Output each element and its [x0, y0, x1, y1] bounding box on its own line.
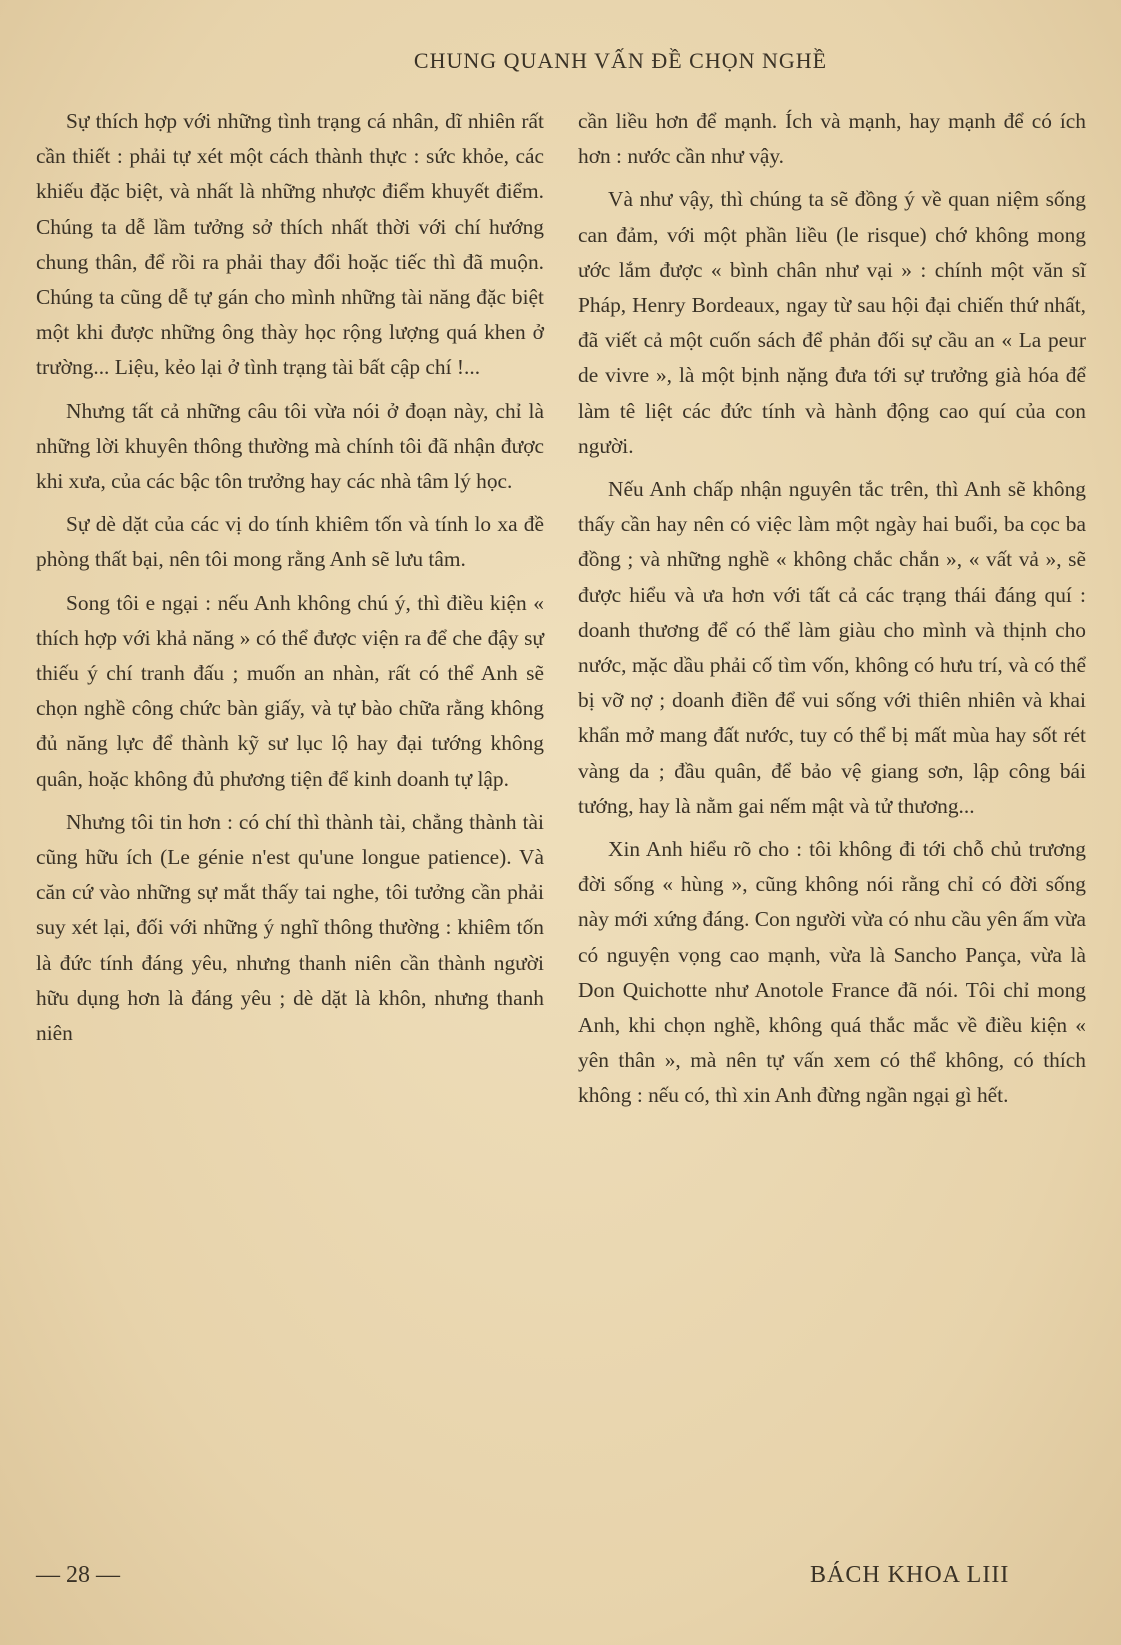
left-column: [36, 104, 544, 1059]
paragraph: Sự dè dặt của các vị do tính khiêm tốn và tính lo xa đề phòng thất bại, nên tôi mong rằng Anh sẽ lưu tâm.: [36, 512, 544, 572]
running-title: CHUNG QUANH VẤN ĐỀ CHỌN NGHỀ: [413, 48, 828, 73]
paragraph: Xin Anh hiểu rõ cho : tôi không đi tới chỗ chủ trương đời sống « hùng », cũng không nói rằng chỉ có đời sống này mới xứng đáng. Con người vừa có nhu cầu yên ấm vừa có nguyện vọng cao mạnh, vừa là Sancho Pança, vừa là Don Quichotte như Anotole France đã nói. Tôi chỉ mong Anh, khi chọn nghề, không quá thắc mắc về điều kiện « yên thân », mà nên tự vấn xem có thể không, có thích không : nếu có, thì xin Anh đừng ngần ngại gì hết.: [578, 837, 1086, 1108]
page-number: — 28 —: [36, 1562, 120, 1588]
paragraph: Nếu Anh chấp nhận nguyên tắc trên, thì Anh sẽ không thấy cần hay nên có việc làm một ngày hai buổi, ba cọc ba đồng ; và những nghề « không chắc chắn », « vất vả », sẽ được hiểu và ưa hơn với tất cả các trạng thái đáng quí : doanh thương để có thể làm giàu cho mình và thịnh cho nước, mặc dầu phải cố tìm vốn, không có hưu trí, và có thể bị vỡ nợ ; doanh điền để vui sống với thiên nhiên và khai khẩn mở mang đất nước, tuy có thể bị mất mùa hay sốt rét vàng da ; đầu quân, để bảo vệ giang sơn, lập công bái tướng, hay là nằm gai nếm mật và tử thương...: [578, 477, 1086, 818]
paragraph: cần liều hơn để mạnh. Ích và mạnh, hay mạnh để có ích hơn : nước cần như vậy.: [578, 109, 1086, 169]
paragraph: Nhưng tất cả những câu tôi vừa nói ở đoạn này, chỉ là những lời khuyên thông thường mà chính tôi đã nhận được khi xưa, của các bậc tôn trưởng hay các nhà tâm lý học.: [36, 398, 544, 494]
right-column: [578, 104, 1086, 1122]
paragraph: Song tôi e ngại : nếu Anh không chú ý, thì điều kiện « thích hợp với khả năng » có thể được viện ra để che đậy sự thiếu ý chí tranh đấu ; muốn an nhàn, rất có thể Anh sẽ chọn nghề công chức bàn giấy, và tự bào chữa rằng không đủ năng lực để thành kỹ sư lục lộ hay đại tướng không quân, hoặc không đủ phương tiện để kinh doanh tự lập.: [36, 590, 544, 791]
paragraph: Và như vậy, thì chúng ta sẽ đồng ý về quan niệm sống can đảm, với một phần liều (le risque) chớ không mong ước lắm được « bình chân như vại » : chính một văn sĩ Pháp, Henry Bordeaux, ngay từ sau hội đại chiến thứ nhất, đã viết cả một cuốn sách để phản đối sự cầu an « La peur de vivre », là một bịnh nặng đưa tới sự trưởng già hóa để làm tê liệt các đức tính và hành động cao quí của con người.: [578, 187, 1086, 458]
paragraph: Nhưng tôi tin hơn : có chí thì thành tài, chẳng thành tài cũng hữu ích (Le génie n'est qu'une longue patience). Và căn cứ vào những sự mắt thấy tai nghe, tôi tưởng cần phải suy xét lại, đối với những ý nghĩ thông thường : khiêm tốn là đức tính đáng yêu, nhưng thanh niên cần thành người hữu dụng hơn là đáng yêu ; dè dặt là khôn, nhưng thanh niên: [36, 809, 544, 1046]
paragraph: Sự thích hợp với những tình trạng cá nhân, dĩ nhiên rất cần thiết : phải tự xét một cách thành thực : sức khỏe, các khiếu đặc biệt, và nhất là những nhược điểm khuyết điểm. Chúng ta dễ lầm tưởng sở thích nhất thời với chí hướng chung thân, để rồi ra phải thay đổi hoặc tiếc thì đã muộn. Chúng ta cũng dễ tự gán cho mình những tài năng đặc biệt một khi được những ông thày học rộng lượng quá khen ở trường... Liệu, kẻo lại ở tình trạng tài bất cập chí !...: [36, 109, 544, 380]
publication-name: BÁCH KHOA LIII: [810, 1562, 1010, 1588]
